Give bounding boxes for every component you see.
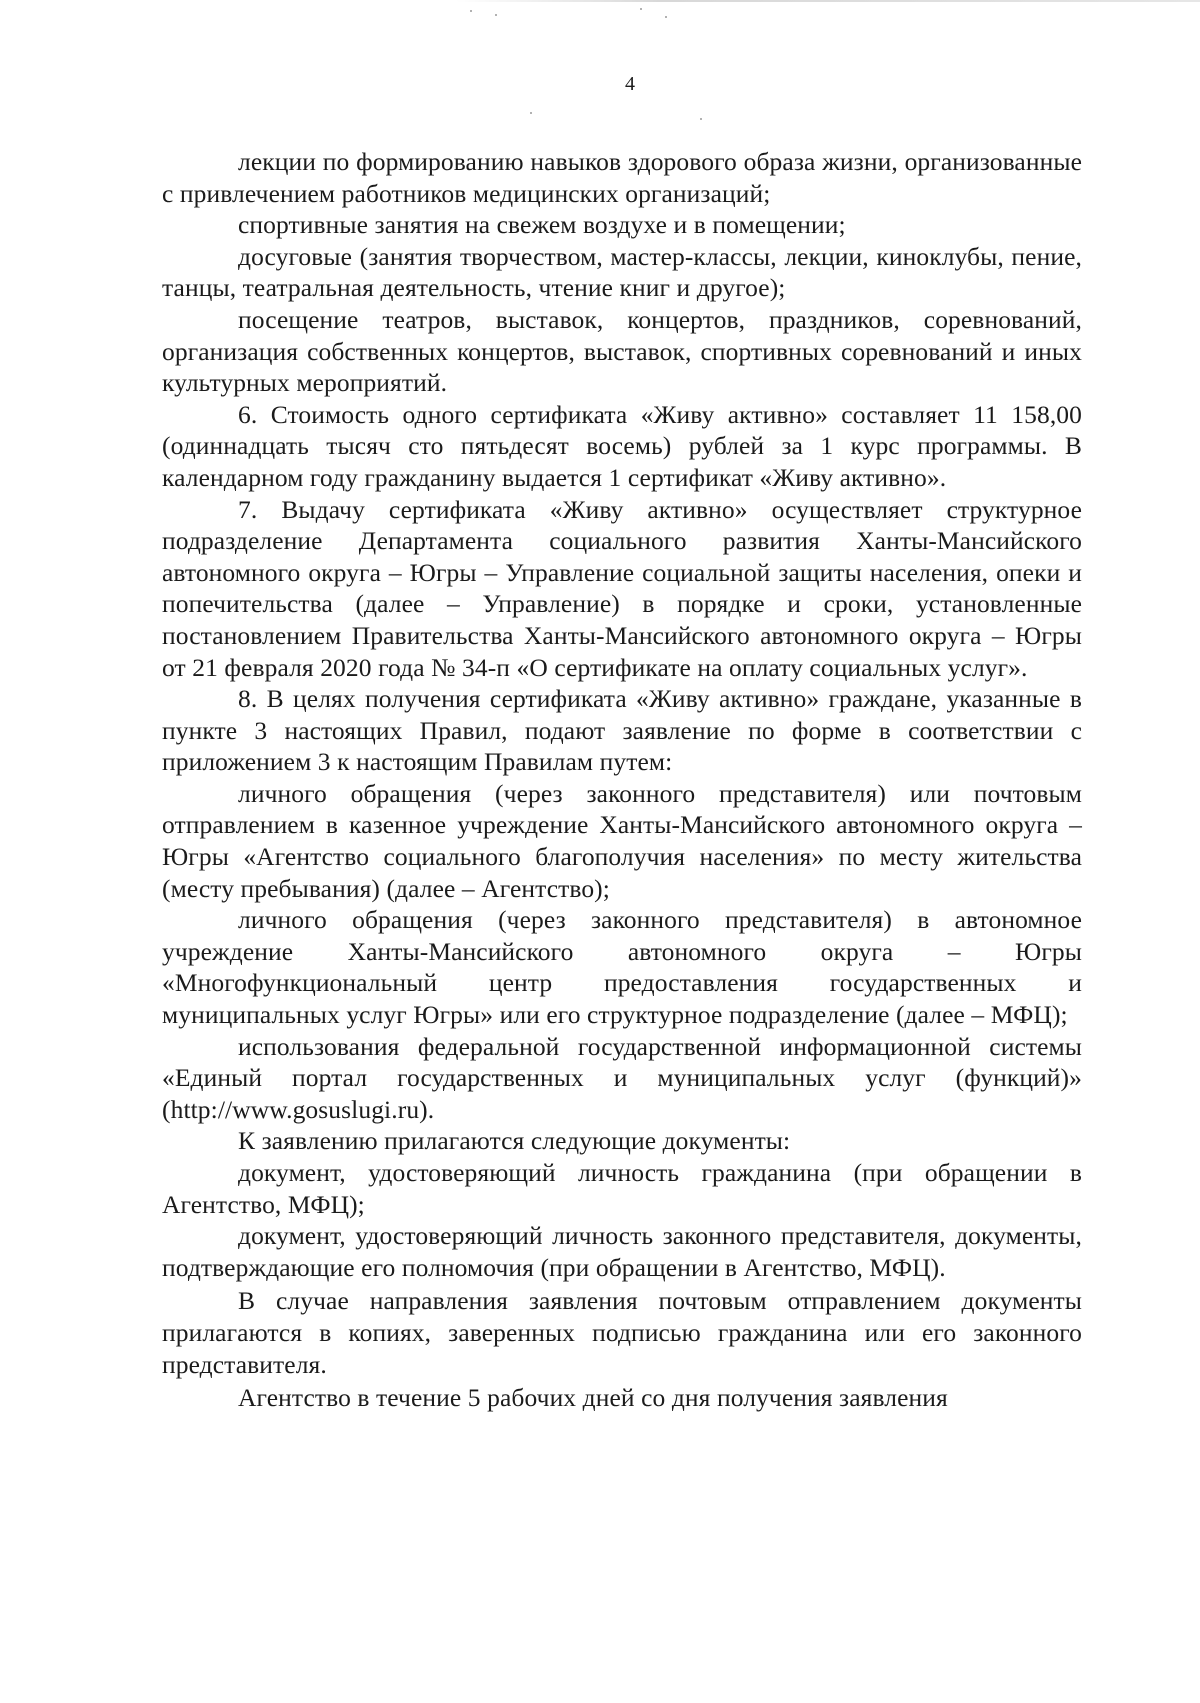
document-body — [162, 146, 1082, 1414]
agency-processing-paragraph: Агентство в течение 5 рабочих дней со дня получения заявления — [238, 1383, 948, 1413]
scan-speck — [530, 112, 532, 114]
application-method-mfc: личного обращения (через законного представителя) в автономное учреждение Ханты-Мансийского автономного округа – Югры «Многофункциональный центр предоставления государственных и муниципальных услуг Югры» или его структурное подразделение (далее – МФЦ); — [162, 905, 1082, 1030]
clause-8-application: 8. В целях получения сертификата «Живу активно» граждане, указанные в пункте 3 настоящих Правил, подают заявление по форме в соответствии с приложением 3 к настоящим Правилам путем: — [162, 684, 1082, 777]
list-item-lectures: лекции по формированию навыков здорового образа жизни, организованные с привлечением работников медицинских организаций; — [162, 147, 1082, 208]
page-number: 4 — [625, 73, 635, 95]
document-item-identity: документ, удостоверяющий личность гражданина (при обращении в Агентство, МФЦ); — [162, 1158, 1082, 1219]
scan-speck — [640, 8, 642, 10]
clause-7-certificate-issuance: 7. Выдачу сертификата «Живу активно» осуществляет структурное подразделение Департамента социального развития Ханты-Мансийского автономного округа – Югры – Управление социальной защиты населения, опеки и попечительства (далее – Управление) в порядке и сроки, установленные постановлением Правительства Ханты-Мансийского автономного округа – Югры от 21 февраля 2020 года № 34-п «О сертификате на оплату социальных услуг». — [162, 494, 1082, 682]
postal-copies-paragraph: В случае направления заявления почтовым отправлением документы прилагаются в копиях, заверенных подписью гражданина или его законного представителя. — [162, 1286, 1082, 1379]
list-item-visits: посещение театров, выставок, концертов, праздников, соревнований, организация собственных концертов, выставок, спортивных соревнований и иных культурных мероприятий. — [162, 304, 1082, 398]
scan-speck — [665, 16, 667, 18]
scan-speck — [495, 14, 497, 16]
documents-intro: К заявлению прилагаются следующие документы: — [238, 1126, 791, 1156]
list-item-leisure: досуговые (занятия творчеством, мастер-классы, лекции, киноклубы, пение, танцы, театральная деятельность, чтение книг и другое); — [162, 241, 1082, 303]
document-item-representative: документ, удостоверяющий личность законного представителя, документы, подтверждающие его полномочия (при обращении в Агентство, МФЦ). — [162, 1221, 1082, 1282]
application-method-agency: личного обращения (через законного представителя) или почтовым отправлением в казенное учреждение Ханты-Мансийского автономного округа – Югры «Агентство социального благополучия населения» по месту жительства (месту пребывания) (далее – Агентство); — [162, 778, 1082, 903]
clause-6-certificate-cost: 6. Стоимость одного сертификата «Живу активно» составляет 11 158,00 (одиннадцать тысяч сто пятьдесят восемь) рублей за 1 курс программы. В календарном году гражданину выдается 1 сертификат «Живу активно». — [162, 399, 1082, 492]
list-item-sports: спортивные занятия на свежем воздухе и в помещении; — [238, 210, 846, 240]
scan-edge-line — [0, 0, 1200, 2]
scan-speck — [470, 10, 472, 12]
application-method-portal: использования федеральной государственной информационной системы «Единый портал государственных и муниципальных услуг (функций)» (http://www.gosuslugi.ru). — [162, 1031, 1082, 1124]
scan-speck — [700, 118, 702, 120]
